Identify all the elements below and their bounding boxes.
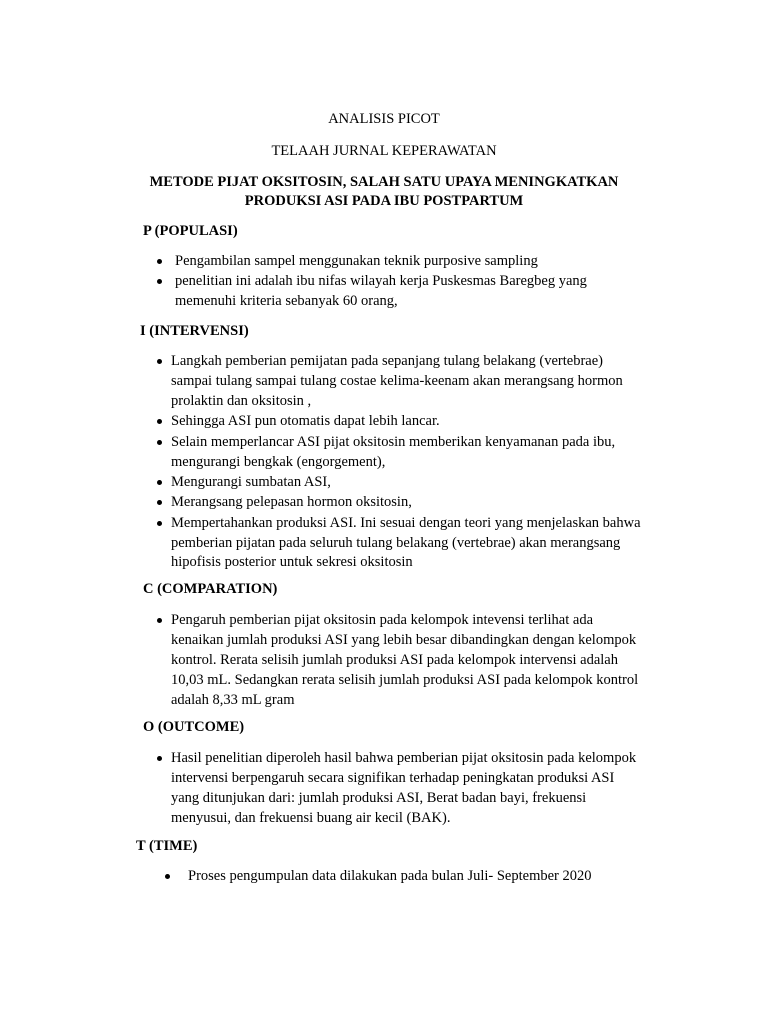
populasi-item-text: memenuhi kriteria sebanyak 60 orang, — [175, 293, 398, 309]
doc-title: ANALISIS PICOT — [328, 111, 440, 127]
intervensi-bullet-icon — [157, 359, 162, 364]
comparation-bullet-icon — [157, 618, 162, 623]
populasi-item-text: Pengambilan sampel menggunakan teknik purposive sampling — [175, 253, 538, 269]
intervensi-item-text: Mengurangi sumbatan ASI, — [171, 474, 331, 490]
outcome-item-text: intervensi berpengaruh secara signifikan terhadap peningkatan produksi ASI — [171, 770, 615, 786]
outcome-item-text: Hasil penelitian diperoleh hasil bahwa pemberian pijat oksitosin pada kelompok — [171, 750, 637, 766]
intervensi-item-text: Langkah pemberian pemijatan pada sepanjang tulang belakang (vertebrae) — [171, 353, 603, 369]
intervensi-bullet-icon — [157, 440, 162, 445]
populasi-heading: P (POPULASI) — [143, 223, 238, 239]
doc-subtitle: TELAAH JURNAL KEPERAWATAN — [271, 143, 497, 159]
comparation-heading: C (COMPARATION) — [143, 581, 278, 597]
intervensi-item-text: mengurangi bengkak (engorgement), — [171, 454, 386, 470]
intervensi-item-text: prolaktin dan oksitosin , — [171, 393, 312, 409]
intervensi-item-text: Merangsang pelepasan hormon oksitosin, — [171, 494, 412, 510]
outcome-item-text: yang ditunjukan dari: jumlah produksi ASI, Berat badan bayi, frekuensi — [171, 790, 587, 806]
intervensi-item-text: sampai tulang sampai tulang costae kelima-keenam akan merangsang hormon — [171, 373, 623, 389]
journal-title-line-1: METODE PIJAT OKSITOSIN, SALAH SATU UPAYA MENINGKATKAN — [149, 174, 619, 190]
outcome-item-text: menyusui, dan frekuensi buang air kecil (BAK). — [171, 810, 451, 826]
intervensi-item-text: Selain memperlancar ASI pijat oksitosin memberikan kenyamanan pada ibu, — [171, 434, 616, 450]
intervensi-item-text: Sehingga ASI pun otomatis dapat lebih lancar. — [171, 413, 440, 429]
time-bullet-icon — [165, 874, 170, 879]
outcome-bullet-icon — [157, 756, 162, 761]
intervensi-bullet-icon — [157, 500, 162, 505]
comparation-item-text: 10,03 mL. Sedangkan rerata selisih jumlah produksi ASI pada kelompok kontrol — [171, 672, 639, 688]
outcome-heading: O (OUTCOME) — [143, 719, 245, 735]
time-heading: T (TIME) — [136, 838, 198, 854]
intervensi-bullet-icon — [157, 521, 162, 526]
intervensi-bullet-icon — [157, 419, 162, 424]
intervensi-heading: I (INTERVENSI) — [140, 323, 249, 339]
comparation-item-text: kenaikan jumlah produksi ASI yang lebih besar dibandingkan dengan kelompok — [171, 632, 637, 648]
comparation-item-text: kontrol. Rerata selisih jumlah produksi ASI pada kelompok intervensi adalah — [171, 652, 618, 668]
intervensi-bullet-icon — [157, 480, 162, 485]
journal-title-line-2: PRODUKSI ASI PADA IBU POSTPARTUM — [244, 193, 524, 209]
intervensi-item-text: pemberian pijatan pada seluruh tulang belakang (vertebrae) akan merangsang — [171, 535, 621, 551]
populasi-item-text: penelitian ini adalah ibu nifas wilayah kerja Puskesmas Baregbeg yang — [175, 273, 587, 289]
comparation-item-text: Pengaruh pemberian pijat oksitosin pada kelompok intevensi terlihat ada — [171, 612, 594, 628]
comparation-item-text: adalah 8,33 mL gram — [171, 692, 295, 708]
populasi-bullet-icon — [157, 259, 162, 264]
intervensi-item-text: Mempertahankan produksi ASI. Ini sesuai dengan teori yang menjelaskan bahwa — [171, 515, 641, 531]
populasi-bullet-icon — [157, 279, 162, 284]
intervensi-item-text: hipofisis posterior untuk sekresi oksitosin — [171, 554, 413, 570]
time-item-text: Proses pengumpulan data dilakukan pada bulan Juli- September 2020 — [188, 868, 592, 884]
